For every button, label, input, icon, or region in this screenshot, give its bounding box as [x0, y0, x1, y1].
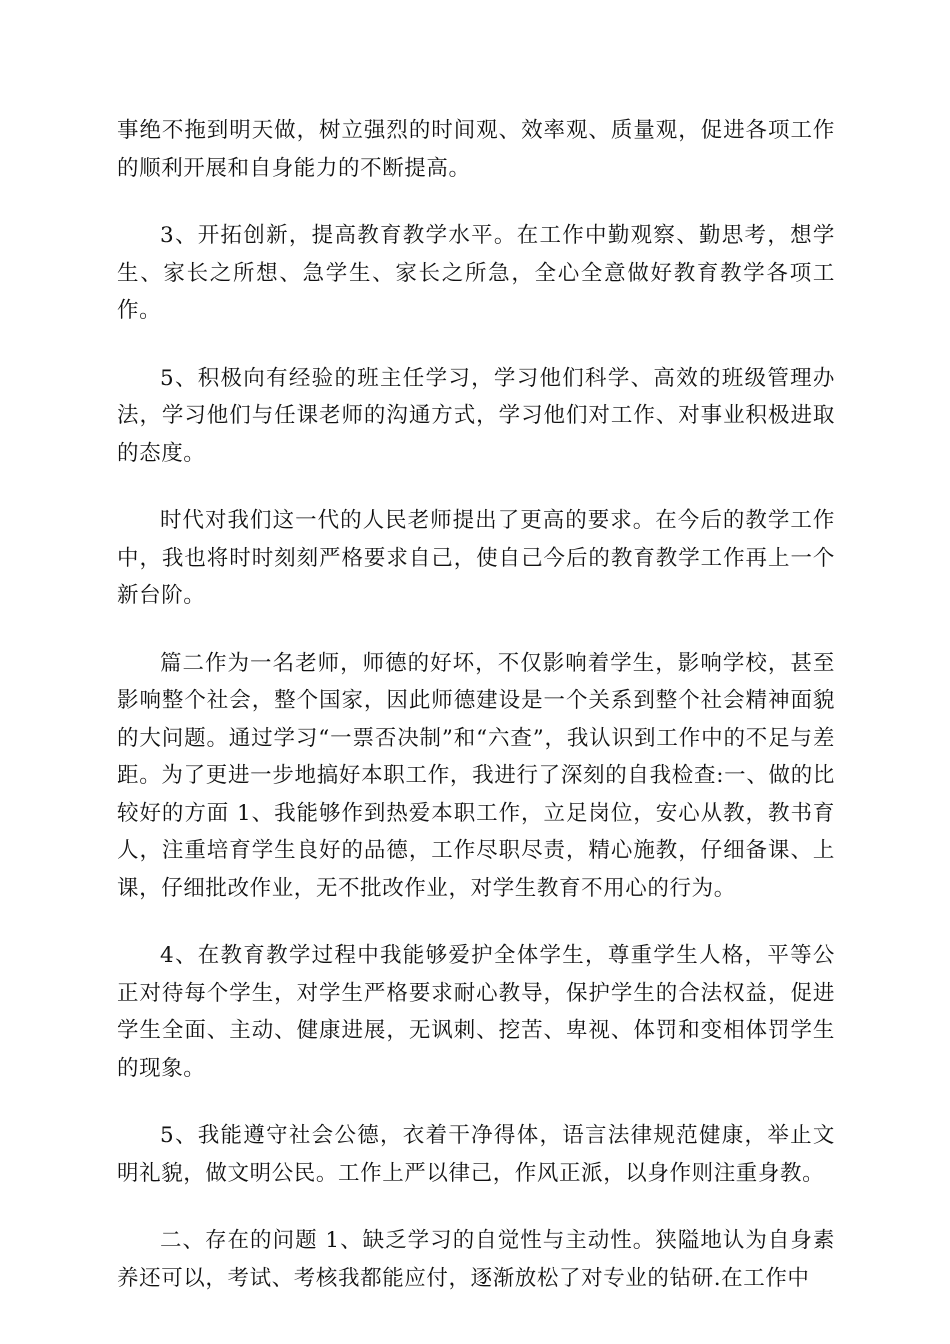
paragraph-5: 篇二作为一名老师，师德的好坏，不仅影响着学生，影响学校，甚至影响整个社会，整个国家，因此师德建设是一个关系到整个社会精神面貌的大问题。通过学习“一票否决制”和“六查”，我认识到工作中的不足与差距。为了更进一步地搞好本职工作，我进行了深刻的自我检查:一、做的比较好的方面 1、我能够作到热爱本职工作，立足岗位，安心从教，教书育人，注重培育学生良好的品德，工作尽职尽责，精心施教，仔细备课、上课，仔细批改作业，无不批改作业，对学生教育不用心的行为。 [117, 650, 835, 901]
paragraph-8: 二、存在的问题 1、缺乏学习的自觉性与主动性。狭隘地认为自身素养还可以，考试、考核我都能应付，逐渐放松了对专业的钻研.在工作中 [117, 1228, 835, 1291]
document-page [117, 112, 835, 1327]
paragraph-4: 时代对我们这一代的人民老师提出了更高的要求。在今后的教学工作中，我也将时时刻刻严格要求自己，使自己今后的教育教学工作再上一个新台阶。 [117, 508, 835, 608]
paragraph-1: 事绝不拖到明天做，树立强烈的时间观、效率观、质量观，促进各项工作的顺利开展和自身能力的不断提高。 [117, 118, 835, 181]
paragraph-6: 4、在教育教学过程中我能够爱护全体学生，尊重学生人格，平等公正对待每个学生，对学生严格要求耐心教导，保护学生的合法权益，促进学生全面、主动、健康进展，无讽刺、挖苦、卑视、体罚和变相体罚学生的现象。 [117, 943, 835, 1081]
paragraph-2: 3、开拓创新，提高教育教学水平。在工作中勤观察、勤思考，想学生、家长之所想、急学生、家长之所急，全心全意做好教育教学各项工作。 [117, 223, 835, 323]
paragraph-3: 5、积极向有经验的班主任学习，学习他们科学、高效的班级管理办法，学习他们与任课老师的沟通方式，学习他们对工作、对事业积极进取的态度。 [117, 365, 835, 466]
paragraph-7: 5、我能遵守社会公德，衣着干净得体，语言法律规范健康，举止文明礼貌，做文明公民。工作上严以律己，作风正派，以身作则注重身教。 [117, 1123, 835, 1186]
